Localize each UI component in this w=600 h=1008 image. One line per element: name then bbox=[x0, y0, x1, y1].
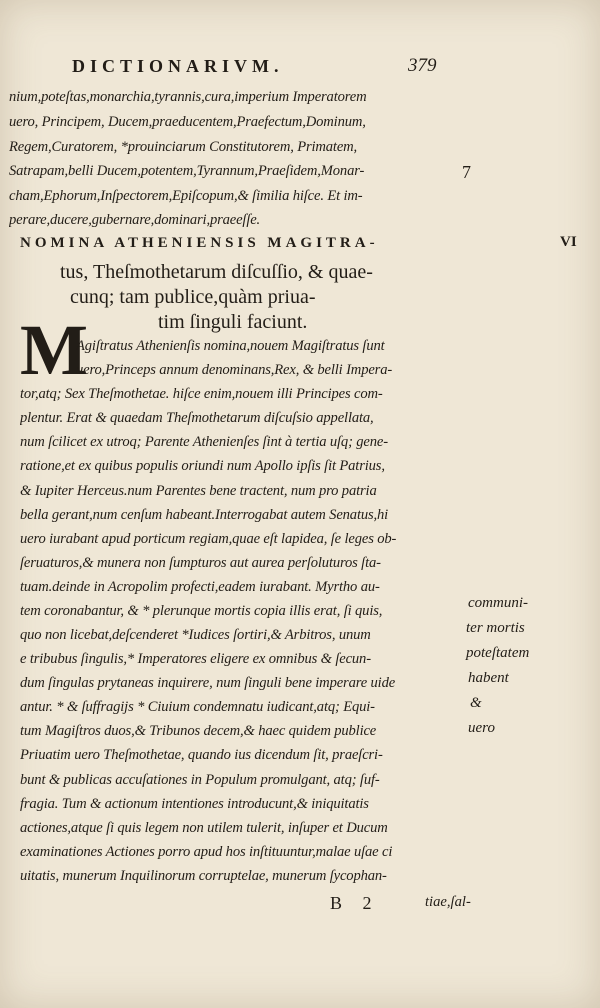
page-number: 379 bbox=[408, 55, 437, 76]
text-line: Priuatim uero Theſmothetae, quando ius dicendum ſit, praeſcri- bbox=[20, 747, 383, 763]
text-line: bella gerant,num cenſum habeant.Interrogabat autem Senatus,hi bbox=[20, 507, 389, 523]
text-line: perare,ducere,gubernare,dominari,praeeſſe. bbox=[9, 212, 261, 228]
margin-number: 7 bbox=[462, 162, 471, 182]
text-line: & Iupiter Herceus.num Parentes bene tractent, num pro patria bbox=[20, 483, 377, 499]
text-line: num ſcilicet ex utroq; Parente Athenienſes ſint à tertia uſq; gene- bbox=[20, 434, 388, 450]
signature-mark: B 2 bbox=[330, 893, 380, 913]
section-subtitle-line: tus, Theſmothetarum diſcuſſio, & quae- bbox=[60, 261, 373, 283]
text-line: Satrapam,belli Ducem,potentem,Tyrannum,Praeſidem,Monar- bbox=[9, 163, 365, 179]
text-line: uero,Princeps annum denominans,Rex, & belli Impera- bbox=[76, 362, 393, 378]
text-line: nium,poteſtas,monarchia,tyrannis,cura,imperium Imperatorem bbox=[9, 89, 367, 105]
margin-note: uero bbox=[468, 720, 495, 736]
text-line: uitatis, munerum Inquilinorum corruptelae, munerum ſycophan- bbox=[20, 868, 387, 884]
text-line: examinationes Actiones porro apud hos inſtituuntur,malae uſae ci bbox=[20, 844, 393, 860]
text-line: tor,atq; Sex Theſmothetae. hiſce enim,nouem illi Principes com- bbox=[20, 386, 383, 402]
section-title: NOMINA ATHENIENSIS MAGITRA- bbox=[20, 235, 379, 251]
text-line: plentur. Erat & quaedam Theſmothetarum diſcuſsio appellata, bbox=[20, 410, 374, 426]
text-line: Regem,Curatorem, *prouinciarum Constitutorem, Primatem, bbox=[9, 139, 358, 155]
margin-note: poteſtatem bbox=[466, 645, 530, 661]
text-line: tem coronabantur, & * plerunque mortis copia illis erat, ſi quis, bbox=[20, 603, 383, 619]
text-line: quo non licebat,deſcenderet *Iudices ſortiri,& Arbitros, unum bbox=[20, 627, 371, 643]
text-line: antur. * & ſuffragijs * Ciuium condemnatu iudicant,atq; Equi- bbox=[20, 699, 375, 715]
margin-note: & bbox=[470, 695, 482, 711]
text-line: tum Magiſtros duos,& Tribunos decem,& haec quidem publice bbox=[20, 723, 377, 739]
text-line: ſeruaturos,& munera non ſumpturos aut aurea perſoluturos ſta- bbox=[20, 555, 381, 571]
text-line: dum ſingulas prytaneas inquirere, num ſinguli bene imperare uide bbox=[20, 675, 396, 691]
text-line: fragia. Tum & actionum intentiones introducunt,& iniquitatis bbox=[20, 796, 369, 812]
text-line: cham,Ephorum,Inſpectorem,Epiſcopum,& ſimilia hiſce. Et im- bbox=[9, 188, 363, 204]
running-head: DICTIONARIVM. bbox=[72, 56, 284, 76]
catchword: tiae,ſal- bbox=[425, 894, 471, 910]
text-line: e tribubus ſingulis,* Imperatores eligere ex omnibus & ſecun- bbox=[20, 651, 371, 667]
text-line: actiones,atque ſi quis legem non utilem tulerit, inſuper et Ducum bbox=[20, 820, 388, 836]
section-number: VI bbox=[560, 234, 577, 250]
text-line: ratione,et ex quibus populis oriundi num Apollo ipſis ſit Patrius, bbox=[20, 458, 385, 474]
margin-note: communi- bbox=[468, 595, 528, 611]
margin-note: ter mortis bbox=[466, 620, 525, 636]
section-subtitle-line: tim ſinguli faciunt. bbox=[158, 311, 308, 333]
text-line: Agiſtratus Athenienſis nomina,nouem Magiſtratus ſunt bbox=[76, 338, 385, 354]
margin-note: habent bbox=[468, 670, 509, 686]
text-line: tuam.deinde in Acropolim profecti,eadem iurabant. Myrtho au- bbox=[20, 579, 380, 595]
drop-cap: M bbox=[20, 310, 88, 390]
section-subtitle-line: cunq; tam publice,quàm priua- bbox=[70, 286, 316, 308]
text-line: uero, Principem, Ducem,praeducentem,Praefectum,Dominum, bbox=[9, 114, 366, 130]
text-line: uero iurabant apud porticum regiam,quae eſt lapidea, ſe leges ob- bbox=[20, 531, 397, 547]
text-line: bunt & publicas accuſationes in Populum promulgant, atq; ſuf- bbox=[20, 772, 380, 788]
